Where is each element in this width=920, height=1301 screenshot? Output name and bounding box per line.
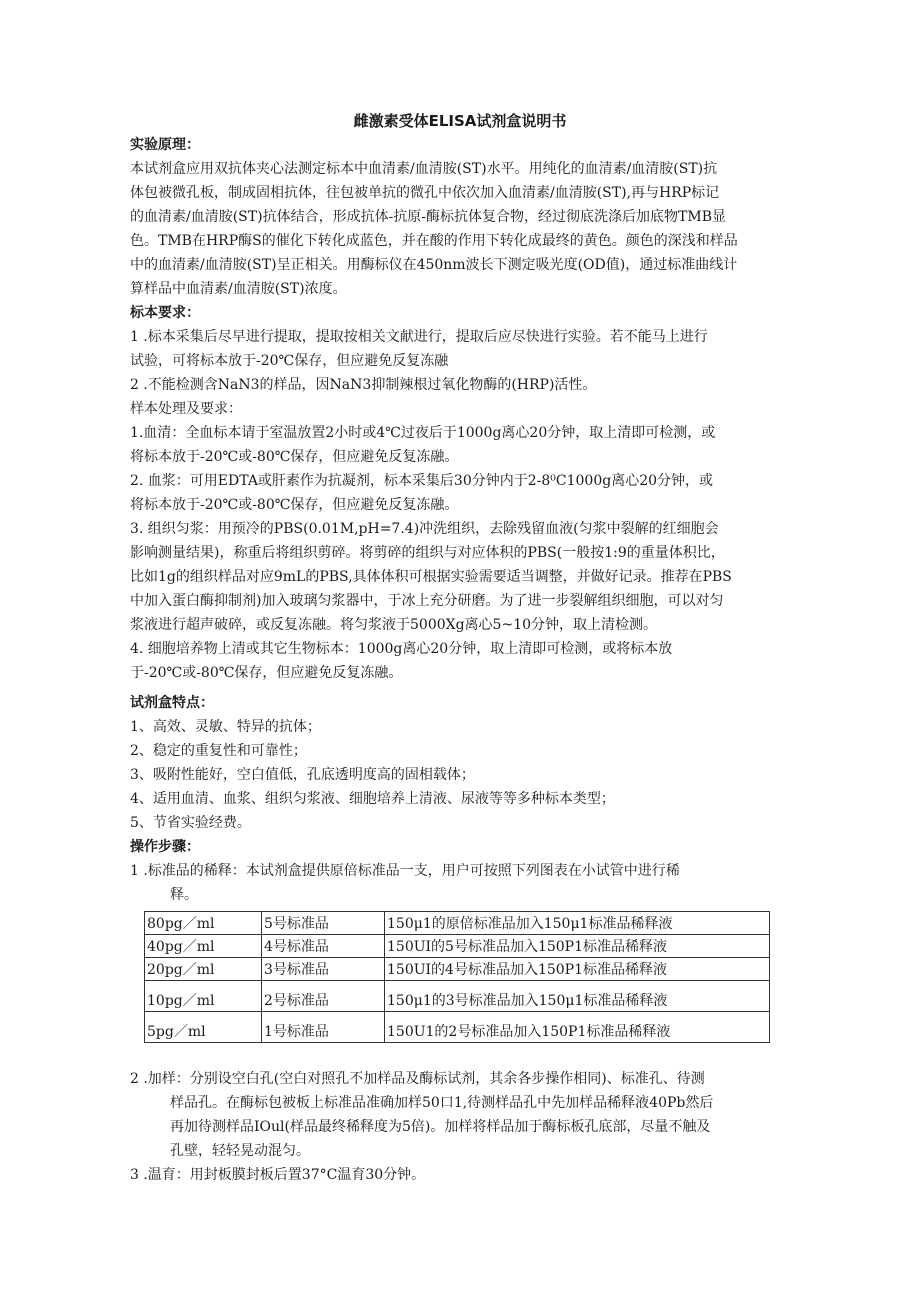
feature-item: 3、吸附性能好，空白值低，孔底透明度高的固相载体； bbox=[130, 767, 475, 783]
sample-req-line: 2 .不能检测含NaN3的样品，因NaN3抑制辣根过氧化物酶的(HRP)活性。 bbox=[130, 377, 597, 393]
table-cell-concentration: 80pg／ml bbox=[145, 912, 262, 935]
step1-line: 1 .标准品的稀释：本试剂盒提供原倍标准品一支，用户可按照下列图表在小试管中进行稀 bbox=[130, 863, 680, 879]
table-cell-standard: 4号标准品 bbox=[262, 935, 385, 958]
table-cell-concentration: 40pg／ml bbox=[145, 935, 262, 958]
principle-line: 中的血清素/血清胺(ST)呈正相关。用酶标仪在450nm波长下测定吸光度(OD值)，通过标准曲线计 bbox=[130, 257, 738, 273]
principle-line: 本试剂盒应用双抗体夹心法测定标本中血清素/血清胺(ST)水平。用纯化的血清素/血清胺(ST)抗 bbox=[130, 161, 718, 177]
table-cell-method: 150μ1的3号标准品加入150μ1标准品稀释液 bbox=[385, 981, 770, 1012]
processing-line: 3. 组织匀浆：用预冷的PBS(0.01M,pH=7.4)冲洗组织，去除残留血液(匀浆中裂解的红细胞会 bbox=[130, 521, 719, 537]
table-cell-method: 150UI的4号标准品加入150P1标准品稀释液 bbox=[385, 958, 770, 981]
feature-item: 2、稳定的重复性和可靠性； bbox=[130, 743, 307, 759]
processing-line: 2. 血浆：可用EDTA或肝素作为抗凝剂，标本采集后30分钟内于2-8⁰C1000g离心20分钟，或 bbox=[130, 473, 714, 489]
processing-line: 4. 细胞培养物上清或其它生物标本：1000g离心20分钟，取上清即可检测，或将标本放 bbox=[130, 641, 673, 657]
steps-heading: 操作步骤： bbox=[130, 839, 200, 855]
processing-line: 将标本放于-20℃或-80℃保存，但应避免反复冻融。 bbox=[130, 449, 459, 465]
feature-item: 1、高效、灵敏、特异的抗体； bbox=[130, 719, 321, 735]
sample-req-line: 试验，可将标本放于-20℃保存，但应避免反复冻融 bbox=[130, 353, 449, 369]
step2-line: 孔壁，轻轻晃动混匀。 bbox=[170, 1143, 310, 1159]
step2-line: 2 .加样：分别设空白孔(空白对照孔不加样品及酶标试剂，其余各步操作相同)、标准孔、待测 bbox=[130, 1071, 705, 1087]
processing-line: 于-20℃或-80℃保存，但应避免反复冻融。 bbox=[130, 665, 403, 681]
step3-line: 3 .温育：用封板膜封板后置37°C温育30分钟。 bbox=[130, 1167, 426, 1183]
sample-req-heading: 标本要求： bbox=[130, 305, 200, 321]
processing-heading: 样本处理及要求： bbox=[130, 401, 242, 417]
document-body bbox=[130, 133, 792, 1187]
table-cell-concentration: 20pg／ml bbox=[145, 958, 262, 981]
table-row bbox=[145, 981, 770, 1012]
feature-item: 5、节省实验经费。 bbox=[130, 815, 251, 831]
step2-line: 样品孔。在酶标包被板上标准品准确加样50口1,待测样品孔中先加样品稀释液40Pb然后 bbox=[170, 1095, 714, 1111]
table-row bbox=[145, 912, 770, 935]
table-row bbox=[145, 935, 770, 958]
processing-line: 浆液进行超声破碎，或反复冻融。将匀浆液于5000Xg离心5~10分钟，取上清检测。 bbox=[130, 617, 658, 633]
processing-line: 中加入蛋白酶抑制剂)加入玻璃匀浆器中，于冰上充分研磨。为了进一步裂解组织细胞，可以对匀 bbox=[130, 593, 724, 609]
table-row bbox=[145, 1012, 770, 1043]
table-cell-method: 150U1的2号标准品加入150P1标准品稀释液 bbox=[385, 1012, 770, 1043]
document-title: 雌激素受体ELISA试剂盒说明书 bbox=[353, 112, 567, 130]
principle-heading: 实验原理： bbox=[130, 137, 200, 153]
table-cell-method: 150UI的5号标准品加入150P1标准品稀释液 bbox=[385, 935, 770, 958]
spacer bbox=[130, 1043, 792, 1067]
principle-line: 体包被微孔板，制成固相抗体，往包被单抗的微孔中依次加入血清素/血清胺(ST),再与HRP标记 bbox=[130, 185, 720, 201]
table-cell-concentration: 5pg／ml bbox=[145, 1012, 262, 1043]
processing-line: 1.血清：全血标本请于室温放置2小时或4℃过夜后于1000g离心20分钟，取上清即可检测，或 bbox=[130, 425, 716, 441]
standard-dilution-table bbox=[144, 911, 770, 1043]
principle-line: 色。TMB在HRP酶S的催化下转化成蓝色，并在酸的作用下转化成最终的黄色。颜色的深浅和样品 bbox=[130, 233, 738, 249]
table-cell-standard: 5号标准品 bbox=[262, 912, 385, 935]
processing-line: 将标本放于-20℃或-80℃保存，但应避免反复冻融。 bbox=[130, 497, 459, 513]
principle-line: 的血清素/血清胺(ST)抗体结合，形成抗体-抗原-酶标抗体复合物，经过彻底洗涤后加底物TMB显 bbox=[130, 209, 726, 225]
sample-req-line: 1 .标本采集后尽早进行提取，提取按相关文献进行，提取后应尽快进行实验。若不能马上进行 bbox=[130, 329, 708, 345]
table-cell-standard: 2号标准品 bbox=[262, 981, 385, 1012]
processing-line: 比如1g的组织样品对应9mL的PBS,具体体积可根据实验需要适当调整，并做好记录。推荐在PBS bbox=[130, 569, 732, 585]
table-cell-method: 150μ1的原倍标准品加入150μ1标准品稀释液 bbox=[385, 912, 770, 935]
feature-item: 4、适用血清、血浆、组织匀浆液、细胞培养上清液、尿液等等多种标本类型； bbox=[130, 791, 615, 807]
table-row bbox=[145, 958, 770, 981]
table-cell-standard: 3号标准品 bbox=[262, 958, 385, 981]
principle-line: 算样品中血清素/血清胺(ST)浓度。 bbox=[130, 281, 347, 297]
features-heading: 试剂盒特点： bbox=[130, 695, 214, 711]
step2-line: 再加待测样品IOul(样品最终稀释度为5倍)。加样将样品加于酶标板孔底部，尽量不触及 bbox=[170, 1119, 711, 1135]
step1-line: 释。 bbox=[170, 887, 198, 903]
table-cell-concentration: 10pg／ml bbox=[145, 981, 262, 1012]
processing-line: 影响测量结果)，称重后将组织剪碎。将剪碎的组织与对应体积的PBS(一般按1:9的重量体积比， bbox=[130, 545, 725, 561]
table-cell-standard: 1号标准品 bbox=[262, 1012, 385, 1043]
